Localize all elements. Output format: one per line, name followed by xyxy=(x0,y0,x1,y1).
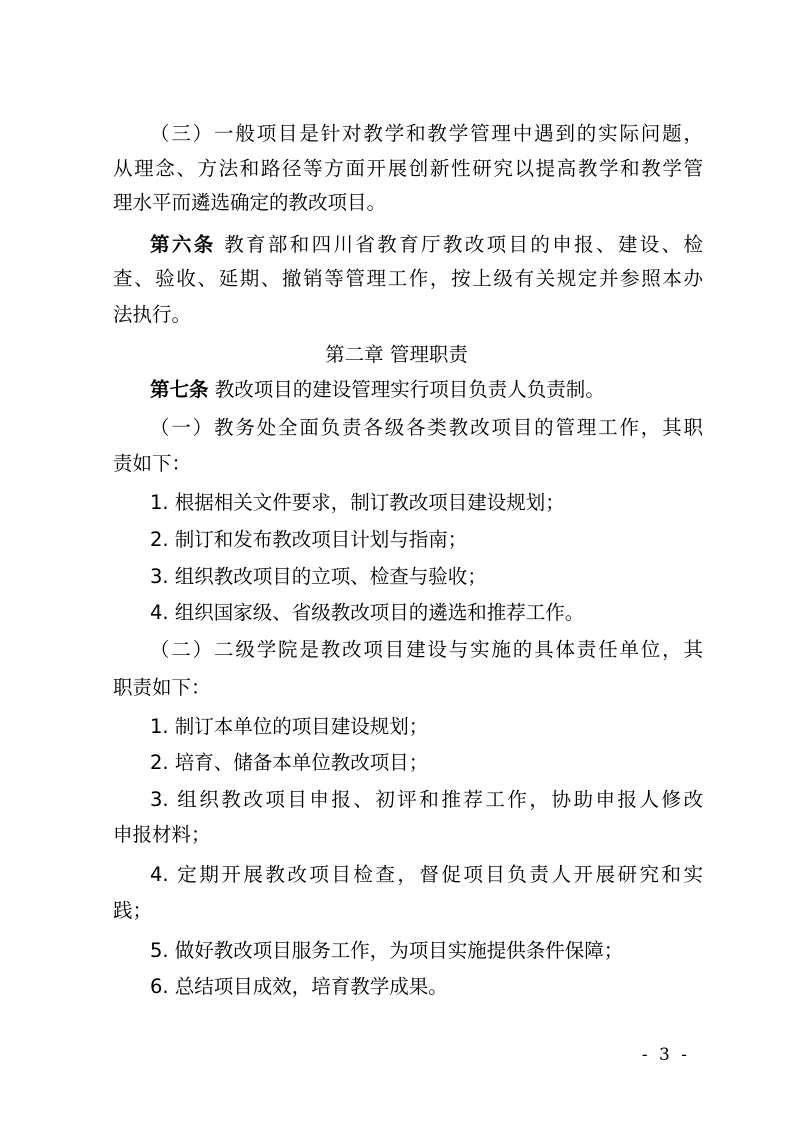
list-item: 4. 定期开展教改项目检查，督促项目负责人开展研究和实 xyxy=(150,863,703,886)
section-1-line: 责如下： xyxy=(113,452,192,475)
list-item: 2. 制订和发布教改项目计划与指南； xyxy=(150,528,468,551)
paragraph-line: （三）一般项目是针对教学和教学管理中遇到的实际问题， xyxy=(150,122,703,145)
list-item: 3. 组织教改项目申报、初评和推荐工作，协助申报人修改 xyxy=(150,788,703,811)
paragraph-line: 从理念、方法和路径等方面开展创新性研究以提高教学和教学管 xyxy=(113,157,703,180)
list-item-continuation: 践； xyxy=(113,899,153,922)
list-item: 6. 总结项目成效，培育教学成果。 xyxy=(150,975,448,998)
list-item: 1. 制订本单位的项目建设规划； xyxy=(150,715,429,738)
section-2-line: （二）二级学院是教改项目建设与实施的具体责任单位，其 xyxy=(150,638,703,661)
page-number: - 3 - xyxy=(641,1045,690,1065)
article-6-line xyxy=(150,228,703,262)
article-7-heading: 第七条 xyxy=(150,378,209,401)
section-2-line: 职责如下： xyxy=(113,676,211,699)
chapter-title: 第二章 管理职责 xyxy=(325,343,468,366)
list-item: 5. 做好教改项目服务工作，为项目实施提供条件保障； xyxy=(150,939,624,962)
article-7-line xyxy=(150,373,703,407)
article-7-text: 教改项目的建设管理实行项目负责人负责制。 xyxy=(208,378,605,401)
section-1-line: （一）教务处全面负责各级各类教改项目的管理工作，其职 xyxy=(150,416,703,439)
article-6-text: 教育部和四川省教育厅教改项目的申报、建设、检 xyxy=(215,233,703,256)
list-item: 4. 组织国家级、省级教改项目的遴选和推荐工作。 xyxy=(150,601,585,624)
list-item: 2. 培育、储备本单位教改项目； xyxy=(150,751,429,774)
list-item: 1. 根据相关文件要求，制订教改项目建设规划； xyxy=(150,491,565,514)
article-6-heading: 第六条 xyxy=(150,233,216,256)
list-item-continuation: 申报材料； xyxy=(113,823,211,846)
paragraph-line: 法执行。 xyxy=(113,303,192,326)
paragraph-line: 理水平而遴选确定的教改项目。 xyxy=(113,191,387,214)
list-item: 3. 组织教改项目的立项、检查与验收； xyxy=(150,565,487,588)
paragraph-line: 查、验收、延期、撤销等管理工作，按上级有关规定并参照本办 xyxy=(113,267,703,290)
